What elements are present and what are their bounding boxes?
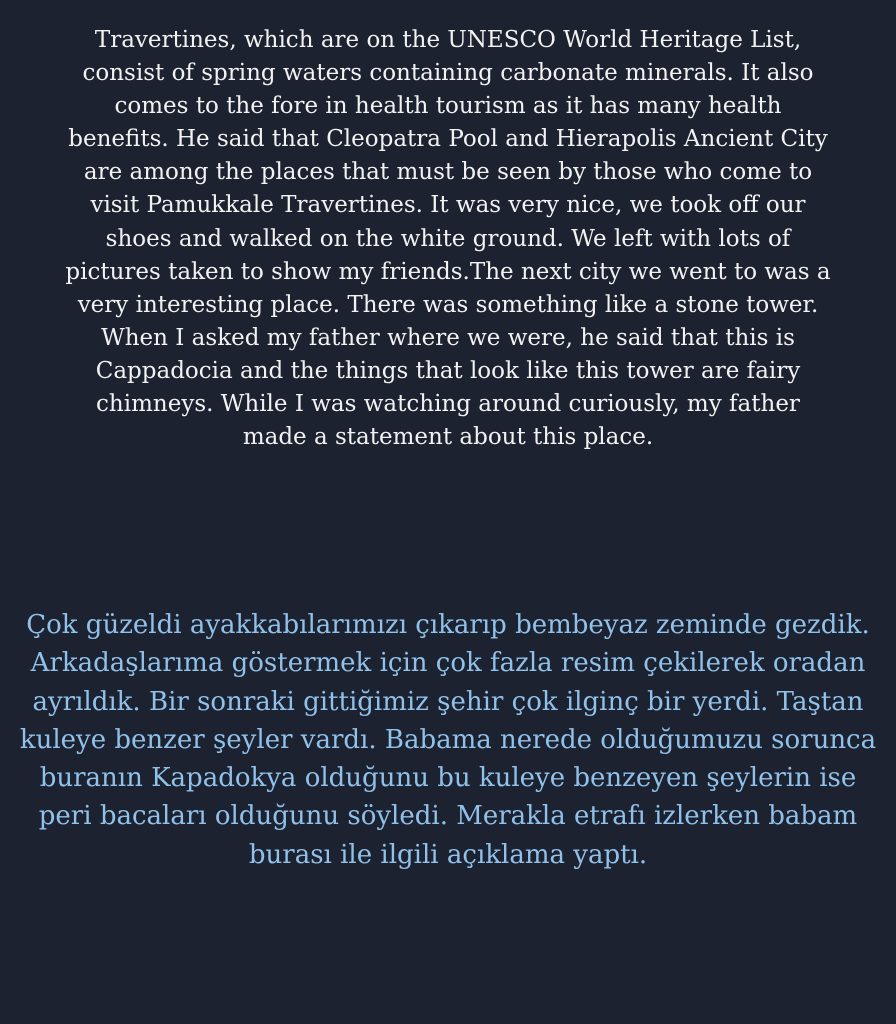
english-paragraph: Travertines, which are on the UNESCO World Heritage List, consist of spring waters containing carbonate minerals. It also comes to the fore in health tourism as it has many health benefits. He said that Cleopatra Pool and Hierapolis Ancient City are among the places that must be seen by those who come to visit Pamukkale Travertines. It was very nice, we took off our shoes and walked on the white ground. We left with lots of pictures taken to show my friends.The next city we went to was a very interesting place. There was something like a stone tower. When I asked my father where we were, he said that this is Cappadocia and the things that look like this tower are fairy chimneys. While I was watching around curiously, my father made a statement about this place. [65, 27, 831, 451]
turkish-paragraph: Çok güzeldi ayakkabılarımızı çıkarıp bembeyaz zeminde gezdik. Arkadaşlarıma göstermek için çok fazla resim çekilerek oradan ayrıldık. Bir sonraki gittiğimiz şehir çok ilginç bir yerdi. Taştan kuleye benzer şeyler vardı. Babama nerede olduğumuzu sorunca buranın Kapadokya olduğunu bu kuleye benzeyen şeylerin ise peri bacaları olduğunu söyledi. Merakla etrafı izlerken babam burası ile ilgili açıklama yaptı. [19, 610, 877, 870]
